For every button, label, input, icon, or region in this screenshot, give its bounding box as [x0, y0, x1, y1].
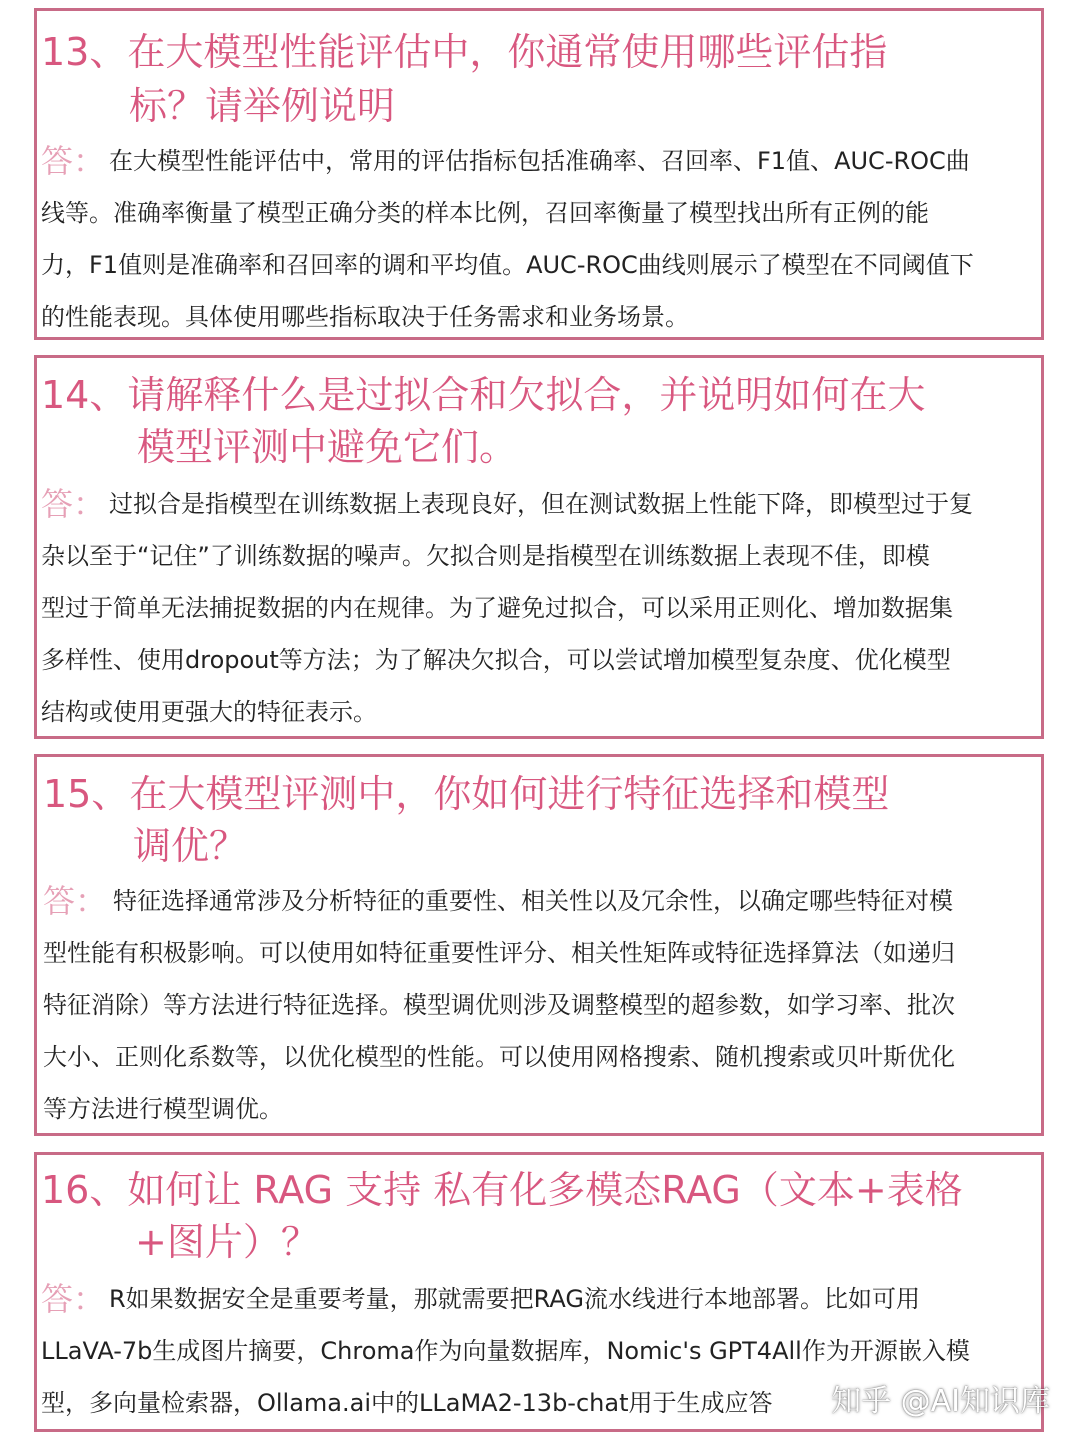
answer-label: 答： [43, 882, 108, 920]
answer-text-line: 力，F1值则是准确率和召回率的调和平均值。AUC-ROC曲线则展示了模型在不同阈值下 [41, 251, 974, 279]
qa-card-15 [34, 754, 1044, 1136]
answer-text-line: 线等。准确率衡量了模型正确分类的样本比例，召回率衡量了模型找出所有正例的能 [41, 199, 929, 227]
qa-card-14 [34, 355, 1044, 739]
answer-text-line: LLaVA-7b生成图片摘要，Chroma作为向量数据库，Nomic's GPT4All作为开源嵌入模 [41, 1337, 970, 1365]
question-title-continued: 调优？ [133, 824, 248, 868]
qa-card-13 [34, 8, 1044, 340]
answer-label: 答： [41, 142, 106, 180]
answer-text-line: 等方法进行模型调优。 [43, 1095, 283, 1123]
question-title-continued: 标？请举例说明 [129, 84, 396, 128]
answer-text-line: 大小、正则化系数等，以优化模型的性能。可以使用网格搜索、随机搜索或贝叶斯优化 [43, 1043, 955, 1071]
question-title-continued: +图片）？ [135, 1220, 319, 1264]
answer-text-line: 杂以至于“记住”了训练数据的噪声。欠拟合则是指模型在训练数据上表现不佳，即模 [41, 542, 930, 570]
answer-text-line: R如果数据安全是重要考量，那就需要把RAG流水线进行本地部署。比如可用 [109, 1285, 920, 1313]
answer-text-line: 多样性、使用dropout等方法；为了解决欠拟合，可以尝试增加模型复杂度、优化模型 [41, 646, 951, 674]
answer-text-line: 型性能有积极影响。可以使用如特征重要性评分、相关性矩阵或特征选择算法（如递归 [43, 939, 955, 967]
answer-text-line: 结构或使用更强大的特征表示。 [41, 698, 377, 726]
answer-text-line: 的性能表现。具体使用哪些指标取决于任务需求和业务场景。 [41, 303, 689, 331]
question-title-continued: 模型评测中避免它们。 [137, 425, 518, 469]
answer-label: 答： [41, 1280, 106, 1318]
answer-text-line: 特征消除）等方法进行特征选择。模型调优则涉及调整模型的超参数，如学习率、批次 [43, 991, 955, 1019]
answer-text-line: 特征选择通常涉及分析特征的重要性、相关性以及冗余性，以确定哪些特征对模 [113, 887, 953, 915]
answer-text-line: 过拟合是指模型在训练数据上表现良好，但在测试数据上性能下降，即模型过于复 [109, 490, 973, 518]
source-watermark: 知乎 @AI知识库 [831, 1384, 1050, 1419]
answer-text-line: 型过于简单无法捕捉数据的内在规律。为了避免过拟合，可以采用正则化、增加数据集 [41, 594, 953, 622]
question-title: 14、请解释什么是过拟合和欠拟合，并说明如何在大 [41, 373, 926, 417]
answer-label: 答： [41, 485, 106, 523]
question-title: 16、如何让 RAG 支持 私有化多模态RAG（文本+表格 [41, 1168, 963, 1212]
question-title: 13、在大模型性能评估中，你通常使用哪些评估指 [41, 30, 888, 74]
answer-text-line: 型，多向量检索器，Ollama.ai中的LLaMA2-13b-chat用于生成应答 [41, 1389, 773, 1417]
question-title: 15、在大模型评测中，你如何进行特征选择和模型 [43, 772, 890, 816]
answer-text-line: 在大模型性能评估中，常用的评估指标包括准确率、召回率、F1值、AUC-ROC曲 [109, 147, 970, 175]
